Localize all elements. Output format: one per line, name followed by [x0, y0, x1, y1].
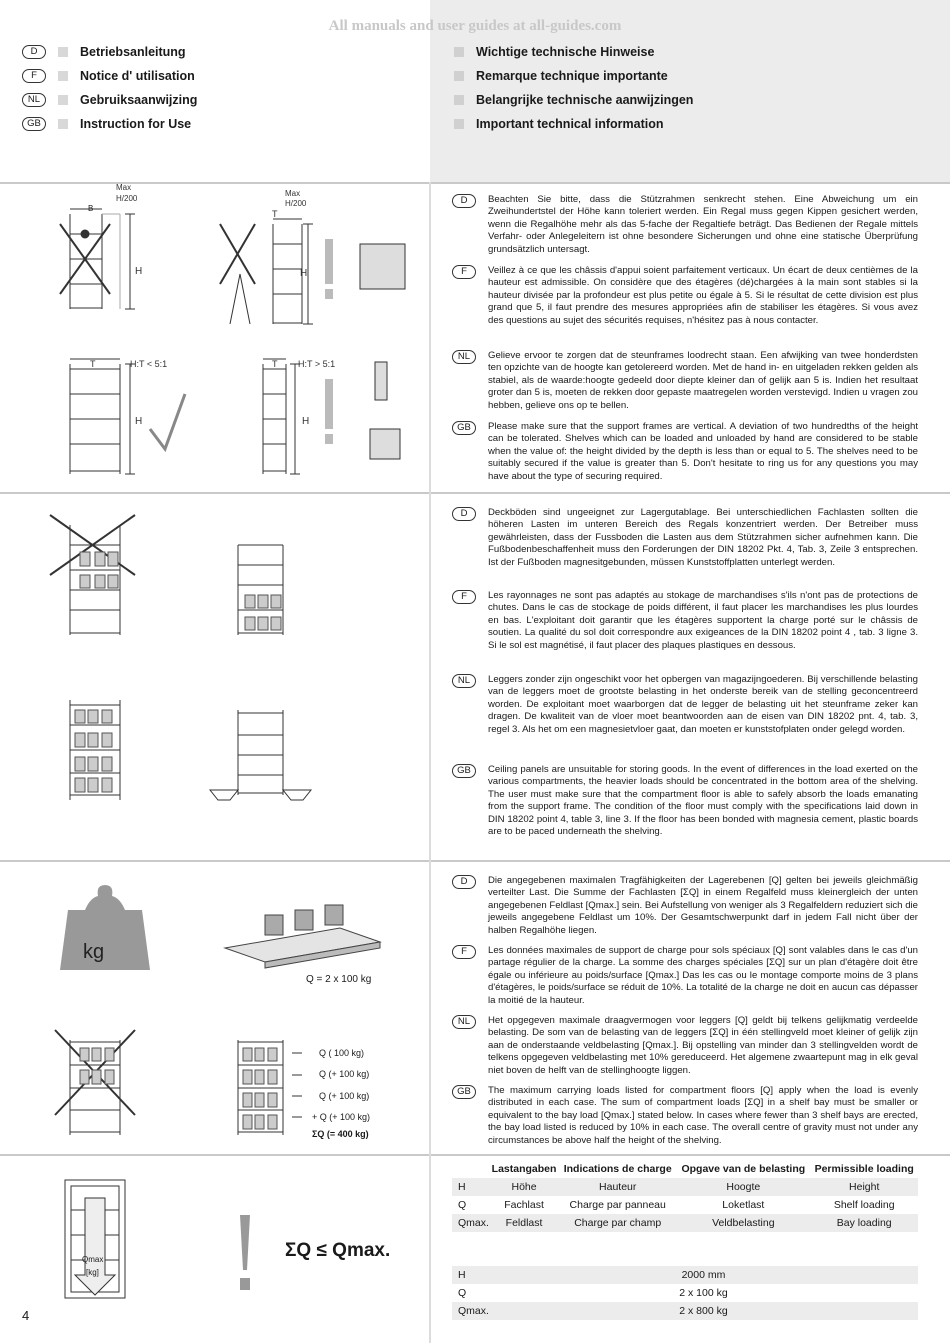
table-header-row: [452, 1160, 918, 1178]
paragraph-text: Die angegebenen maximalen Tragfähigkeiten der Lagerebenen [Q] gelten bei jeweils gleichmäßig verteilter Last. Die Summe der Fachlasten [ΣQ] in einem Regalfeld muss kleinergleich der unten angegebenen Feldlast [Qmax.] sein. Bei Aufstellung von weniger als 3 Regalfeldern reduziert sich die jeweils angegebene Feldlast um 10%. Der Gesamtschwerpunkt darf in jedem Fall nicht über der halben Regalhöhe liegen.: [488, 875, 918, 936]
table-row: [452, 1266, 918, 1284]
paragraph-de: [452, 194, 918, 256]
bullet-square: [58, 95, 68, 105]
header-right-row-gb: [454, 117, 664, 131]
figure-label-h: H: [135, 416, 143, 427]
table-header: Permissible loading: [814, 1163, 914, 1175]
weight-label-kg: kg: [83, 941, 105, 963]
lang-badge: F: [452, 945, 476, 959]
lang-badge: NL: [452, 350, 476, 364]
sum-q-row: ΣQ (= 400 kg): [312, 1129, 369, 1139]
header-right-row-nl: [454, 93, 693, 107]
formula: ΣQ ≤ Qmax.: [285, 1240, 391, 1261]
paragraph-text: Beachten Sie bitte, dass die Stützrahmen senkrecht stehen. Eine Abweichung um ein Zweihundertstel der Höhe kann toleriert werden. Ein Regal muss gegen Kippen gesichert werden, wenn die Regalhöhe mehr als das 5-fache der Regaltiefe beträgt. Das Bedienen der Regale mittels Verfahr- oder Anlegeleitern ist ohne besondere Sicherungen und ohne eine statische Überprüfung grundsätzlich untersagt.: [488, 194, 918, 255]
paragraph-nl: [452, 674, 918, 736]
figure-label-h: H: [300, 268, 308, 279]
table-row: [452, 1302, 918, 1320]
section-divider: [0, 492, 950, 494]
table-cell: Fachlast: [504, 1199, 544, 1211]
page-number: 4: [22, 1308, 30, 1323]
table-cell: Hoogte: [676, 1178, 810, 1196]
header-row-fr: [22, 69, 195, 83]
header-right-row-de: [454, 45, 654, 59]
load-distribution-figures: [40, 505, 360, 825]
figure-label-b-text: B: [88, 204, 94, 213]
paragraph-fr: [452, 590, 918, 652]
figure-label-max: Max: [285, 189, 301, 198]
paragraph-gb: [452, 764, 918, 838]
figure-label-t: T: [90, 359, 96, 369]
lang-badge: F: [452, 590, 476, 604]
lang-badge: D: [452, 194, 476, 208]
lang-badge: D: [452, 507, 476, 521]
bullet-square: [454, 47, 464, 57]
table-header: Indications de charge: [563, 1163, 672, 1175]
table-cell: Height: [810, 1178, 918, 1196]
header-title: Instruction for Use: [80, 117, 192, 131]
lang-badge: NL: [22, 93, 46, 107]
q-row-3: Q (+ 100 kg): [319, 1091, 370, 1101]
table-header: [452, 1160, 489, 1178]
paragraph-fr: [452, 265, 918, 327]
lang-badge: GB: [452, 421, 476, 435]
bullet-square: [454, 119, 464, 129]
lang-badge: GB: [22, 117, 46, 131]
table-cell: Charge par champ: [559, 1214, 676, 1232]
header-right-row-fr: [454, 69, 668, 83]
figure-label-t: T: [272, 209, 278, 219]
figure-label-t: T: [272, 359, 278, 369]
section-divider: [0, 860, 950, 862]
bullet-square: [454, 71, 464, 81]
table-cell: H: [452, 1266, 489, 1284]
paragraph-gb: [452, 421, 918, 483]
watermark: All manuals and user guides at all-guides.com: [328, 18, 622, 34]
paragraph-text: Les données maximales de support de charge pour sols spéciaux [Q] sont valables dans le cas d'un partage régulier de la charge. La somme des charges spéciales [ΣQ] sur un plan d'étagère doit être égale ou inférieure au poids/surface [Qmax.] Das les cas ou le montage comporte moins de 3 plans d'étagères, le poids/surface se réduit de 10%. La totalité de la charge ne doit en aucun cas dépasser la moitié de la hauteur.: [488, 945, 918, 1006]
bullet-square: [58, 119, 68, 129]
table-cell: Veldbelasting: [676, 1214, 810, 1232]
table-row: [452, 1284, 918, 1302]
paragraph-fr: [452, 945, 918, 1007]
header-row-de: [22, 45, 186, 59]
paragraph-text: Ceiling panels are unsuitable for storing goods. In the event of differences in the load exerted on the various compartments, the heavier loads should be concentrated in the bottom area of the shelving. The user must make sure that the compartment floor is able to safely absorb the loads emanating from the support frame. The condition of the floor must comply with the specifications laid down in DIN 18202 point 4, table 3, line 3. If the floor has been bonded with magnesia cement, plastic boards are to be paced underneath the shelving.: [488, 764, 918, 838]
table-cell: Höhe: [489, 1178, 559, 1196]
paragraph-gb: [452, 1085, 918, 1147]
table-cell: Q: [458, 1199, 467, 1211]
paragraph-text: Les rayonnages ne sont pas adaptés au stokage de marchandises s'ils n'ont pas de protections de chutes. Dans le cas de stockage de poids différent, il faut placer les marchandises les plus lourdes en bas. L'exploitant doit garantir que les étagères supportent la charge porté sur le châssis de soutien. La qualité du sol doit correspondre aux exigeances de la DIN 18202 point 4 , tab. 3 ligne 3. Si le sol est magnétisé, il faut placer des plaques plastiques en dessous.: [488, 590, 918, 651]
paragraph-nl: [452, 350, 918, 412]
figure-label-ratio-gt: H:T > 5:1: [298, 359, 336, 369]
table-cell: Bay loading: [810, 1214, 918, 1232]
paragraph-de: [452, 507, 918, 569]
bullet-square: [58, 71, 68, 81]
table-cell: Qmax.: [452, 1302, 489, 1320]
lang-badge: NL: [452, 674, 476, 688]
paragraph-text: Deckböden sind ungeeignet zur Lagergutablage. Bei unterschiedlichen Fachlasten sollten die höheren Lasten im unteren Bereich des Regals konzentriert werden. Der Betreiber muss gewährleisten, dass der Fussboden die Lasten aus dem Stützrahmen sicher aufnehmen kann. Die Fußbodenbeschaffenheit muss den Forderungen der DIN 18202 Pkt. 4, Tab. 3, Zeile 3 entsprechen. Ist der Fußboden magnesitgebunden, müssen Kunststoffplatten unterlegt werden.: [488, 507, 918, 568]
table-header: Opgave van de belasting: [681, 1163, 806, 1175]
figure-label-h200: H/200: [285, 199, 307, 208]
header-subtitle: Wichtige technische Hinweise: [476, 45, 655, 59]
table-cell: Qmax.: [452, 1214, 489, 1232]
header-title: Gebruiksaanwijzing: [80, 93, 198, 107]
lang-badge: NL: [452, 1015, 476, 1029]
bullet-square: [454, 95, 464, 105]
paragraph-text: Leggers zonder zijn ongeschikt voor het opbergen van magazijngoederen. Bij verschillende belasting van de leggers moet de grootste belasting in het onderste bereik van de stelling geconcentreerd worden. De exploitant moet waarborgen dat de legger de belasting uit het steunframe zeker kan dragen. De kwaliteit van de vloer moet beantwoorden aan de eisen van DIN 18202 pnt. 4, tab. 3, regel 3. Als het om een magnesietvloer gaat, dan moeten er kunststofplaten onder gelegd worden.: [488, 674, 918, 735]
figure-label-max: Max: [116, 184, 132, 192]
q-row-1: Q ( 100 kg): [319, 1048, 365, 1058]
paragraph-de: [452, 875, 918, 937]
exclamation-icon: [240, 1215, 250, 1270]
header-row-gb: [22, 117, 191, 131]
load-table: [452, 1160, 918, 1232]
paragraph-text: Veillez à ce que les châssis d'appui soient parfaitement verticaux. Un écart de deux centièmes de la hauteur est admissible. On considère que des étagères (dé)chargées à la main sont stables si la hauteur divisée par la profondeur est plus petite ou égale à 5. Si le résultat de cette division est plus grand que 5, il faut prendre des mesures appropriées afin de stabiliser les étagères. Si vous avez des questions au sujet des sécurités requises, n'hésitez pas à nous contacter.: [488, 265, 918, 326]
lang-badge: GB: [452, 1085, 476, 1099]
table-cell: 2 x 800 kg: [489, 1302, 918, 1320]
lang-badge: F: [22, 69, 46, 83]
q-row-2: Q (+ 100 kg): [319, 1069, 370, 1079]
bullet-square: [58, 47, 68, 57]
paragraph-text: Please make sure that the support frames are vertical. A deviation of two hundredths of the height can be tolerated. Shelves which can be loaded and unloaded by hand are considered to be stable when the value of: the height divided by the depth is less than or equal to 5. The shelves need to be suitably secured if the value is greater than 5. Don't hesitate to ring us for any questions you may have about the type of securing required.: [488, 421, 918, 482]
paragraph-nl: [452, 1015, 918, 1077]
table-cell: 2 x 100 kg: [679, 1287, 728, 1299]
paragraph-text: The maximum carrying loads listed for compartment floors [Q] apply when the load is evenly distributed in each case. The sum of compartment loads [ΣQ] in a shelf bay must be smaller or equivalent to the bay load [Qmax.] stated below. In cases where fewer than 3 shelf bays are erected, the bay load listed is reduced by 10% in each case. The overall centre of gravity must not under any circumstances be above half the height of the shelving.: [488, 1085, 918, 1146]
qmax-unit: [kg]: [86, 1268, 99, 1277]
header-title: Betriebsanleitung: [80, 45, 186, 59]
figure-label-h: H: [302, 416, 310, 427]
spec-table: [452, 1266, 918, 1320]
table-cell: 2000 mm: [489, 1266, 918, 1284]
table-row: [452, 1196, 918, 1214]
table-row: [452, 1214, 918, 1232]
lang-badge: D: [452, 875, 476, 889]
header-title: Notice d' utilisation: [80, 69, 195, 83]
table-cell: Shelf loading: [833, 1199, 895, 1211]
table-header: Lastangaben: [491, 1163, 557, 1175]
table-cell: Loketlast: [722, 1199, 765, 1211]
figure-label-h: H: [135, 266, 143, 277]
q-equation: Q = 2 x 100 kg: [306, 974, 372, 985]
header-row-nl: [22, 93, 197, 107]
qmax-figure: [55, 1170, 255, 1310]
weight-icon: [60, 910, 150, 970]
table-row: [452, 1178, 918, 1196]
paragraph-text: Gelieve ervoor te zorgen dat de steunframes loodrecht staan. Een afwijking van twee honderdsten ten opzichte van de hoogte kan getolereerd worden. Met de hand in- en uitgeladen rekken gelden als stabiel, als de waarde:hoogte gedeeld door diepte kleiner dan of gelijk aan 5 is. Indien het resultaat groter dan 5 is, moeten de rekken door gepaste maatregelen worden verstevigd. Indien u vragen zou hebben, gelieve ons op te bellen.: [488, 350, 918, 411]
qmax-label: Qmax: [82, 1255, 104, 1264]
lang-badge: GB: [452, 764, 476, 778]
figure-label-ratio-lt: H:T < 5:1: [130, 359, 168, 369]
section-divider: [0, 1154, 950, 1156]
lang-badge: F: [452, 265, 476, 279]
shelf-load-figures: [40, 870, 420, 1150]
table-cell: H: [452, 1178, 489, 1196]
lang-badge: D: [22, 45, 46, 59]
table-cell: Feldlast: [489, 1214, 559, 1232]
column-divider: [429, 182, 431, 1343]
header-subtitle: Remarque technique importante: [476, 69, 668, 83]
table-cell: Charge par panneau: [569, 1199, 666, 1211]
paragraph-text: Het opgegeven maximale draagvermogen voor leggers [Q] geldt bij telkens gelijkmatig verdeelde belasting. De som van de belasting van de leggers [ΣQ] in één stellingveld moet kleiner of gelijk zijn aan de onderstaande veldbelasting [Qmax.]. Bij opstelling van minder dan 3 stellingvelden wordt de telkens opgegeven veldbelasting met 10% gereduceerd. Het algemene zwaartepunt mag in elk geval niet boven de helft van de stellinghoogte liggen.: [488, 1015, 918, 1076]
header-subtitle: Belangrijke technische aanwijzingen: [476, 93, 694, 107]
figure-label-h200: H/200: [116, 194, 138, 203]
header-subtitle: Important technical information: [476, 117, 664, 131]
q-row-4: + Q (+ 100 kg): [312, 1112, 371, 1122]
vertical-frame-figures: [40, 184, 420, 484]
table-cell: Q: [458, 1287, 467, 1299]
table-cell: Hauteur: [559, 1178, 676, 1196]
